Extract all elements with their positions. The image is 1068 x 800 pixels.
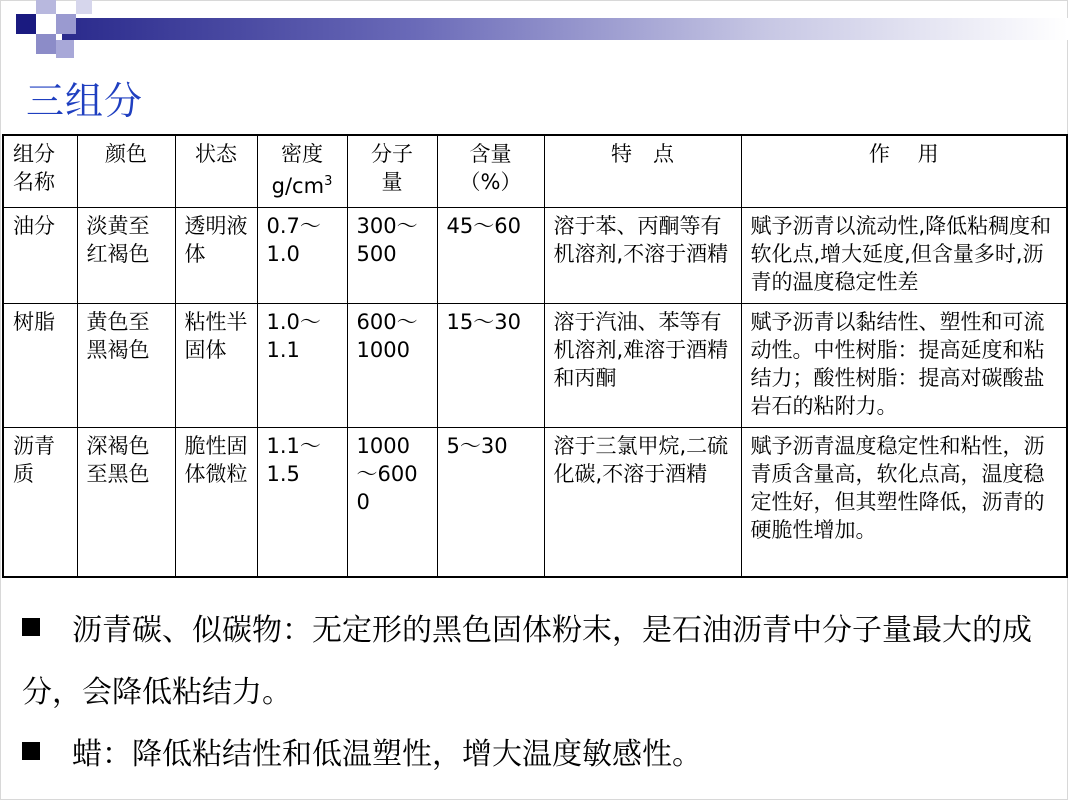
cell-density: 1.1～1.5: [257, 427, 347, 577]
cell-molecular-weight: 300～500: [347, 207, 437, 303]
cell-color: 深褐色至黑色: [77, 427, 175, 577]
cell-molecular-weight: 1000～6000: [347, 427, 437, 577]
cell-features: 溶于苯、丙酮等有机溶剂,不溶于酒精: [544, 207, 741, 303]
deco-square-dark: [16, 14, 36, 34]
cell-features: 溶于三氯甲烷,二硫化碳,不溶于酒精: [544, 427, 741, 577]
table-row: [3, 427, 1067, 577]
header-cell: 状态: [175, 135, 257, 207]
header-cell: 密度 $g/cm^3$: [257, 135, 347, 207]
header-cell: 组分 名称: [3, 135, 77, 207]
gradient-bar: [62, 18, 1068, 40]
deco-square-light: [56, 14, 76, 34]
header-cell: 特 点: [544, 135, 741, 207]
bullet-list: [22, 600, 1052, 786]
bullet-item: [22, 600, 1052, 724]
bullet-item: [22, 724, 1052, 786]
cell-features: 溶于汽油、苯等有机溶剂,难溶于酒精和丙酮: [544, 303, 741, 427]
cell-name: 沥青质: [3, 427, 77, 577]
cell-state: 粘性半固体: [175, 303, 257, 427]
cell-effect: 赋予沥青以黏结性、塑性和可流动性。中性树脂：提高延度和粘结力；酸性树脂：提高对碳酸盐岩石的粘附力。: [741, 303, 1067, 427]
cell-effect: 赋予沥青以流动性,降低粘稠度和软化点,增大延度,但含量多时,沥青的温度稳定性差: [741, 207, 1067, 303]
deco-square-light: [36, 34, 56, 54]
deco-square-light: [56, 40, 74, 58]
header-cell: 作 用: [741, 135, 1067, 207]
cell-molecular-weight: 600～1000: [347, 303, 437, 427]
cell-color: 黄色至黑褐色: [77, 303, 175, 427]
cell-name: 树脂: [3, 303, 77, 427]
deco-square-light: [76, 0, 92, 14]
header-decoration: [0, 0, 1068, 70]
deco-square-light: [36, 0, 56, 14]
cell-name: 油分: [3, 207, 77, 303]
bullet-square-icon: [22, 618, 40, 636]
cell-content: 5～30: [437, 427, 544, 577]
cell-content: 45～60: [437, 207, 544, 303]
table-row: [3, 207, 1067, 303]
cell-state: 脆性固体微粒: [175, 427, 257, 577]
header-cell: 颜色: [77, 135, 175, 207]
header-cell: 分子 量: [347, 135, 437, 207]
table-row: [3, 303, 1067, 427]
cell-density: 0.7～1.0: [257, 207, 347, 303]
cell-effect: 赋予沥青温度稳定性和粘性，沥青质含量高，软化点高，温度稳定性好，但其塑性降低，沥青的硬脆性增加。: [741, 427, 1067, 577]
bullet-square-icon: [22, 742, 40, 760]
cell-content: 15～30: [437, 303, 544, 427]
bullet-text: 沥青碳、似碳物：无定形的黑色固体粉末，是石油沥青中分子量最大的成分，会降低粘结力。: [22, 613, 1032, 710]
cell-density: 1.0～1.1: [257, 303, 347, 427]
slide-title: 三组分: [26, 79, 144, 123]
cell-state: 透明液体: [175, 207, 257, 303]
bullet-text: 蜡：降低粘结性和低温塑性，增大温度敏感性。: [72, 737, 702, 772]
header-cell: 含量 （%）: [437, 135, 544, 207]
components-table: [2, 134, 1068, 578]
table-header-row: [3, 135, 1067, 207]
cell-color: 淡黄至红褐色: [77, 207, 175, 303]
